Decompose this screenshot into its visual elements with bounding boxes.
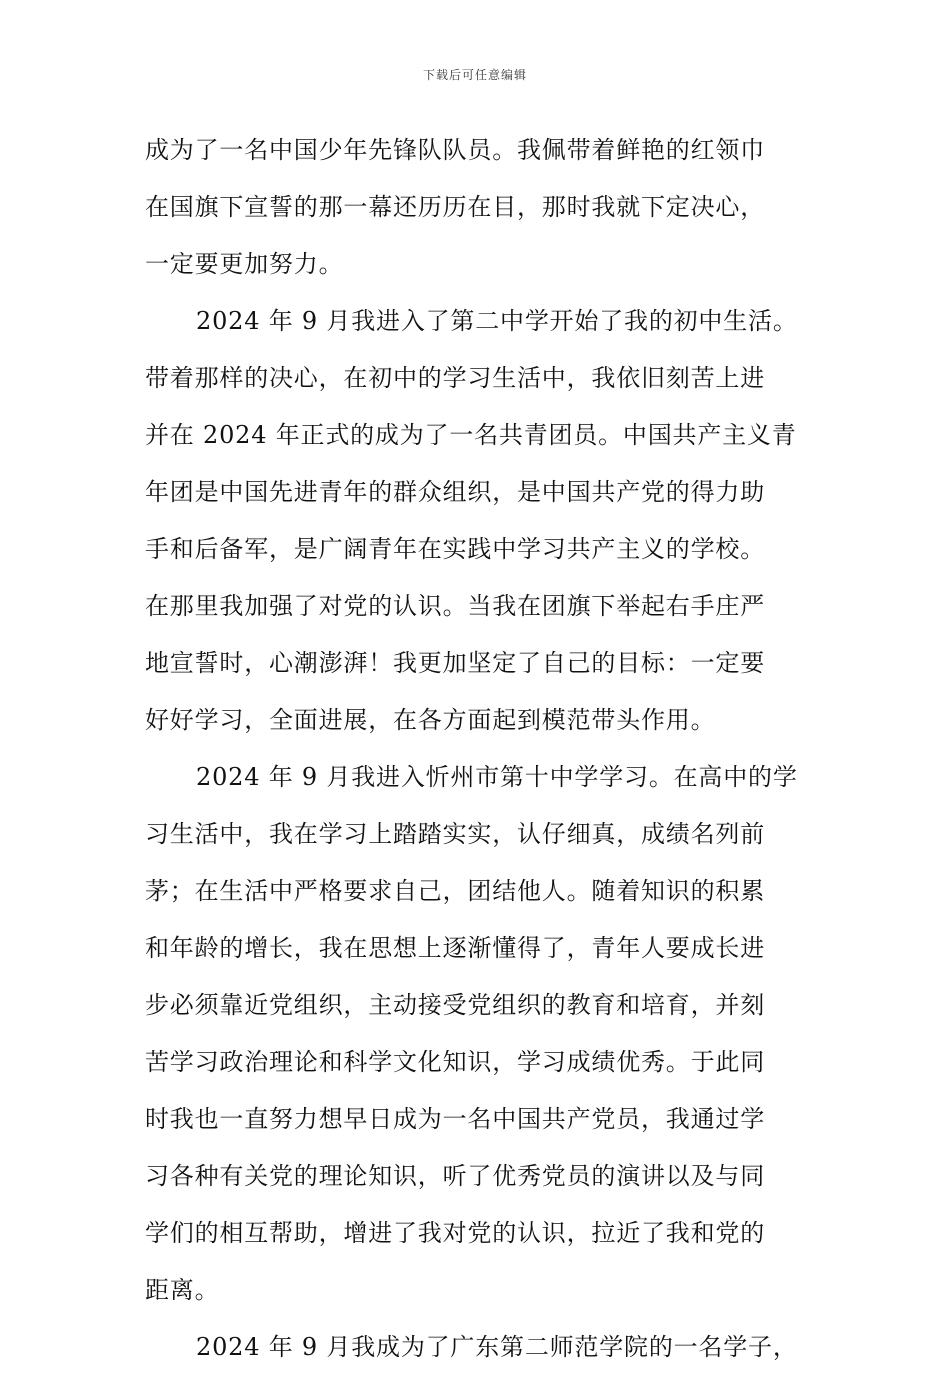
- text-line: 手和后备军，是广阔青年在实践中学习共产主义的学校。: [145, 535, 765, 563]
- page-header: 下载后可任意编辑: [422, 68, 527, 82]
- text-line: 带着那样的决心，在初中的学习生活中，我依旧刻苦上进: [145, 364, 765, 392]
- text-line: 成为了一名中国少年先锋队队员。我佩带着鲜艳的红领巾: [145, 136, 765, 164]
- text-line: 习生活中，我在学习上踏踏实实，认仔细真，成绩名列前: [145, 820, 765, 848]
- text-line: 时我也一直努力想早日成为一名中国共产党员，我通过学: [145, 1105, 765, 1133]
- text-line: 步必须靠近党组织，主动接受党组织的教育和培育，并刻: [145, 991, 765, 1019]
- text-line: 一定要更加努力。: [145, 250, 344, 278]
- text-line: 和年龄的增长，我在思想上逐渐懂得了，青年人要成长进: [145, 934, 765, 962]
- text-line: 距离。: [145, 1276, 220, 1304]
- text-line: 2024 年 9 月我进入了第二中学开始了我的初中生活。: [196, 307, 798, 335]
- text-line: 年团是中国先进青年的群众组织，是中国共产党的得力助: [145, 478, 765, 506]
- text-line: 苦学习政治理论和科学文化知识，学习成绩优秀。于此同: [145, 1048, 765, 1076]
- text-line: 茅；在生活中严格要求自己，团结他人。随着知识的积累: [145, 877, 765, 905]
- text-line: 好好学习，全面进展，在各方面起到模范带头作用。: [145, 706, 716, 734]
- text-line: 2024 年 9 月我进入忻州市第十中学学习。在高中的学: [196, 763, 798, 791]
- text-line: 在国旗下宣誓的那一幕还历历在目，那时我就下定决心，: [145, 193, 765, 221]
- text-line: 习各种有关党的理论知识，听了优秀党员的演讲以及与同: [145, 1162, 765, 1190]
- text-line: 并在 2024 年正式的成为了一名共青团员。中国共产主义青: [145, 421, 797, 449]
- text-line: 学们的相互帮助，增进了我对党的认识，拉近了我和党的: [145, 1219, 765, 1247]
- text-line: 地宣誓时，心潮澎湃！我更加坚定了自己的目标：一定要: [145, 649, 765, 677]
- text-line: 在那里我加强了对党的认识。当我在团旗下举起右手庄严: [145, 592, 765, 620]
- document-body: [145, 122, 810, 1376]
- text-line: 2024 年 9 月我成为了广东第二师范学院的一名学子，: [196, 1333, 798, 1361]
